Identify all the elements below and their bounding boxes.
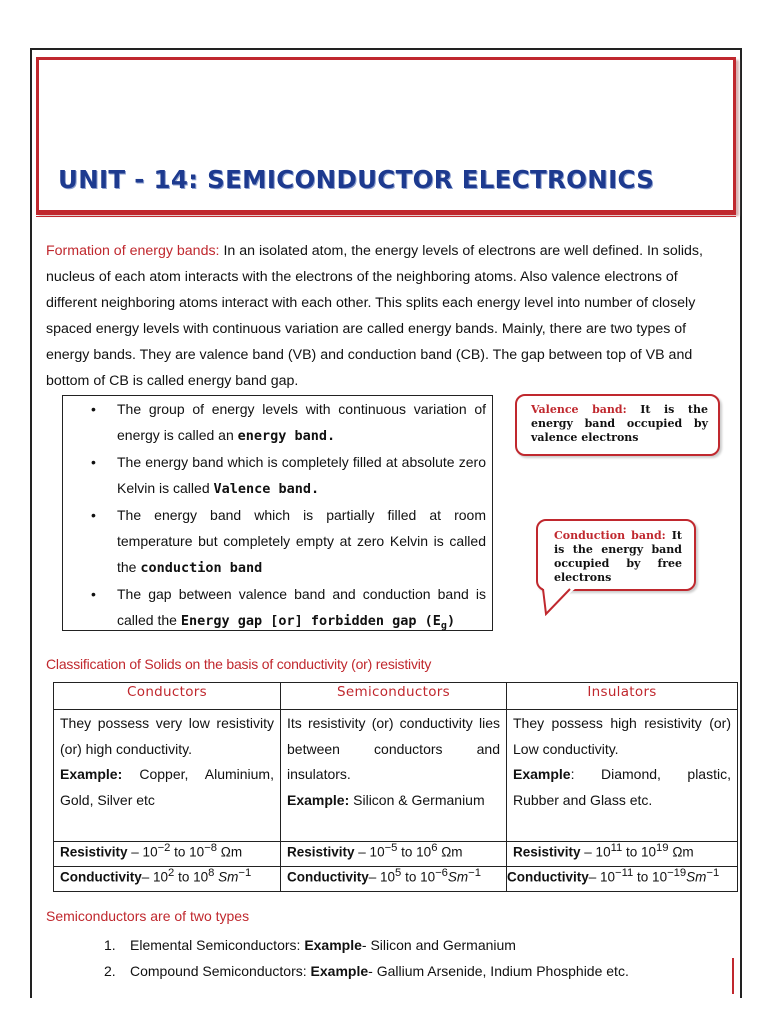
semiconductor-types-heading: Semiconductors are of two types [46, 908, 250, 924]
bullet-icon: • [91, 401, 96, 417]
valence-band-callout: Valence band: It is the energy band occupied by valence electrons [515, 394, 720, 456]
energy-band-definitions [62, 395, 493, 631]
bullet-item: • The gap between valence band and conduction band is called the Energy gap [or] forbidden gap $(E_g)$ [63, 581, 492, 640]
bullet-icon: • [91, 586, 96, 602]
unit-title: UNIT - 14: SEMICONDUCTOR ELECTRONICS [58, 165, 655, 194]
conduction-band-callout: Conduction band: It is the energy band occupied by free electrons [536, 519, 696, 591]
table-row-resistivity [54, 842, 738, 867]
bullet-item: • The group of energy levels with continuous variation of energy is called an energy band. [63, 396, 492, 449]
intro-label: Formation of energy bands: [46, 243, 220, 259]
semiconductors-description: Its resistivity (or) conductivity lies between conductors and insulators. Example: Silicon & Germanium [281, 710, 507, 842]
list-item: 2. Compound Semiconductors: Example- Gallium Arsenide, Indium Phosphide etc. [104, 963, 629, 979]
header-semiconductors: Semiconductors [281, 683, 507, 710]
header-insulators: Insulators [507, 683, 738, 710]
title-rule [36, 213, 736, 217]
conduction-callout-tail [540, 588, 580, 616]
semiconductors-resistivity: Resistivity – $10^{-5}$ to $10^6$ Ωm [281, 842, 507, 867]
conductors-conductivity: Conductivity– $10^2$ to $10^8$ $Sm^{-1}$ [54, 867, 281, 892]
list-item: 1. Elemental Semiconductors: Example- Silicon and Germanium [104, 937, 516, 953]
insulators-conductivity: Conductivity– $10^{-11}$ to $10^{-19}Sm^{-1}$ [507, 867, 738, 892]
intro-text: In an isolated atom, the energy levels of electrons are well defined. In solids, nucleus of each atom interacts with the electrons of the neighboring atoms. Also valence electrons of different neighboring atoms interact with each other. This splits each energy level into number of closely spaced energy levels with continuous variation are called energy bands. Mainly, there are two types of energy bands. They are valence band (VB) and conduction band (CB). The gap between top of VB and bottom of CB is called energy band gap. [46, 243, 703, 389]
bullet-item: • The energy band which is completely filled at absolute zero Kelvin is called Valence band. [63, 449, 492, 502]
semiconductor-types-list [104, 932, 629, 984]
bullet-item: • The energy band which is partially filled at room temperature but completely empty at zero Kelvin is called the conduction band [63, 502, 492, 581]
bullet-icon: • [91, 507, 96, 523]
table-row-conductivity [54, 867, 738, 892]
table-header-row [54, 683, 738, 710]
bullet-icon: • [91, 454, 96, 470]
insulators-resistivity: Resistivity – $10^{11}$ to $10^{19}$ Ωm [507, 842, 738, 867]
conductors-description: They possess very low resistivity (or) high conductivity. Example: Copper, Aluminium, Gold, Silver etc [54, 710, 281, 842]
classification-table [53, 682, 738, 892]
intro-paragraph [46, 238, 726, 394]
classification-heading: Classification of Solids on the basis of conductivity (or) resistivity [46, 656, 432, 672]
conductors-resistivity: Resistivity – $10^{-2}$ to $10^{-8}$ Ωm [54, 842, 281, 867]
page-edge-mark [732, 958, 734, 994]
table-row [54, 710, 738, 842]
header-conductors: Conductors [54, 683, 281, 710]
insulators-description: They possess high resistivity (or) Low conductivity. Example: Diamond, plastic, Rubber and Glass etc. [507, 710, 738, 842]
valence-callout-tail [508, 470, 548, 490]
semiconductors-conductivity: Conductivity– $10^5$ to $10^{-6}Sm^{-1}$ [281, 867, 507, 892]
